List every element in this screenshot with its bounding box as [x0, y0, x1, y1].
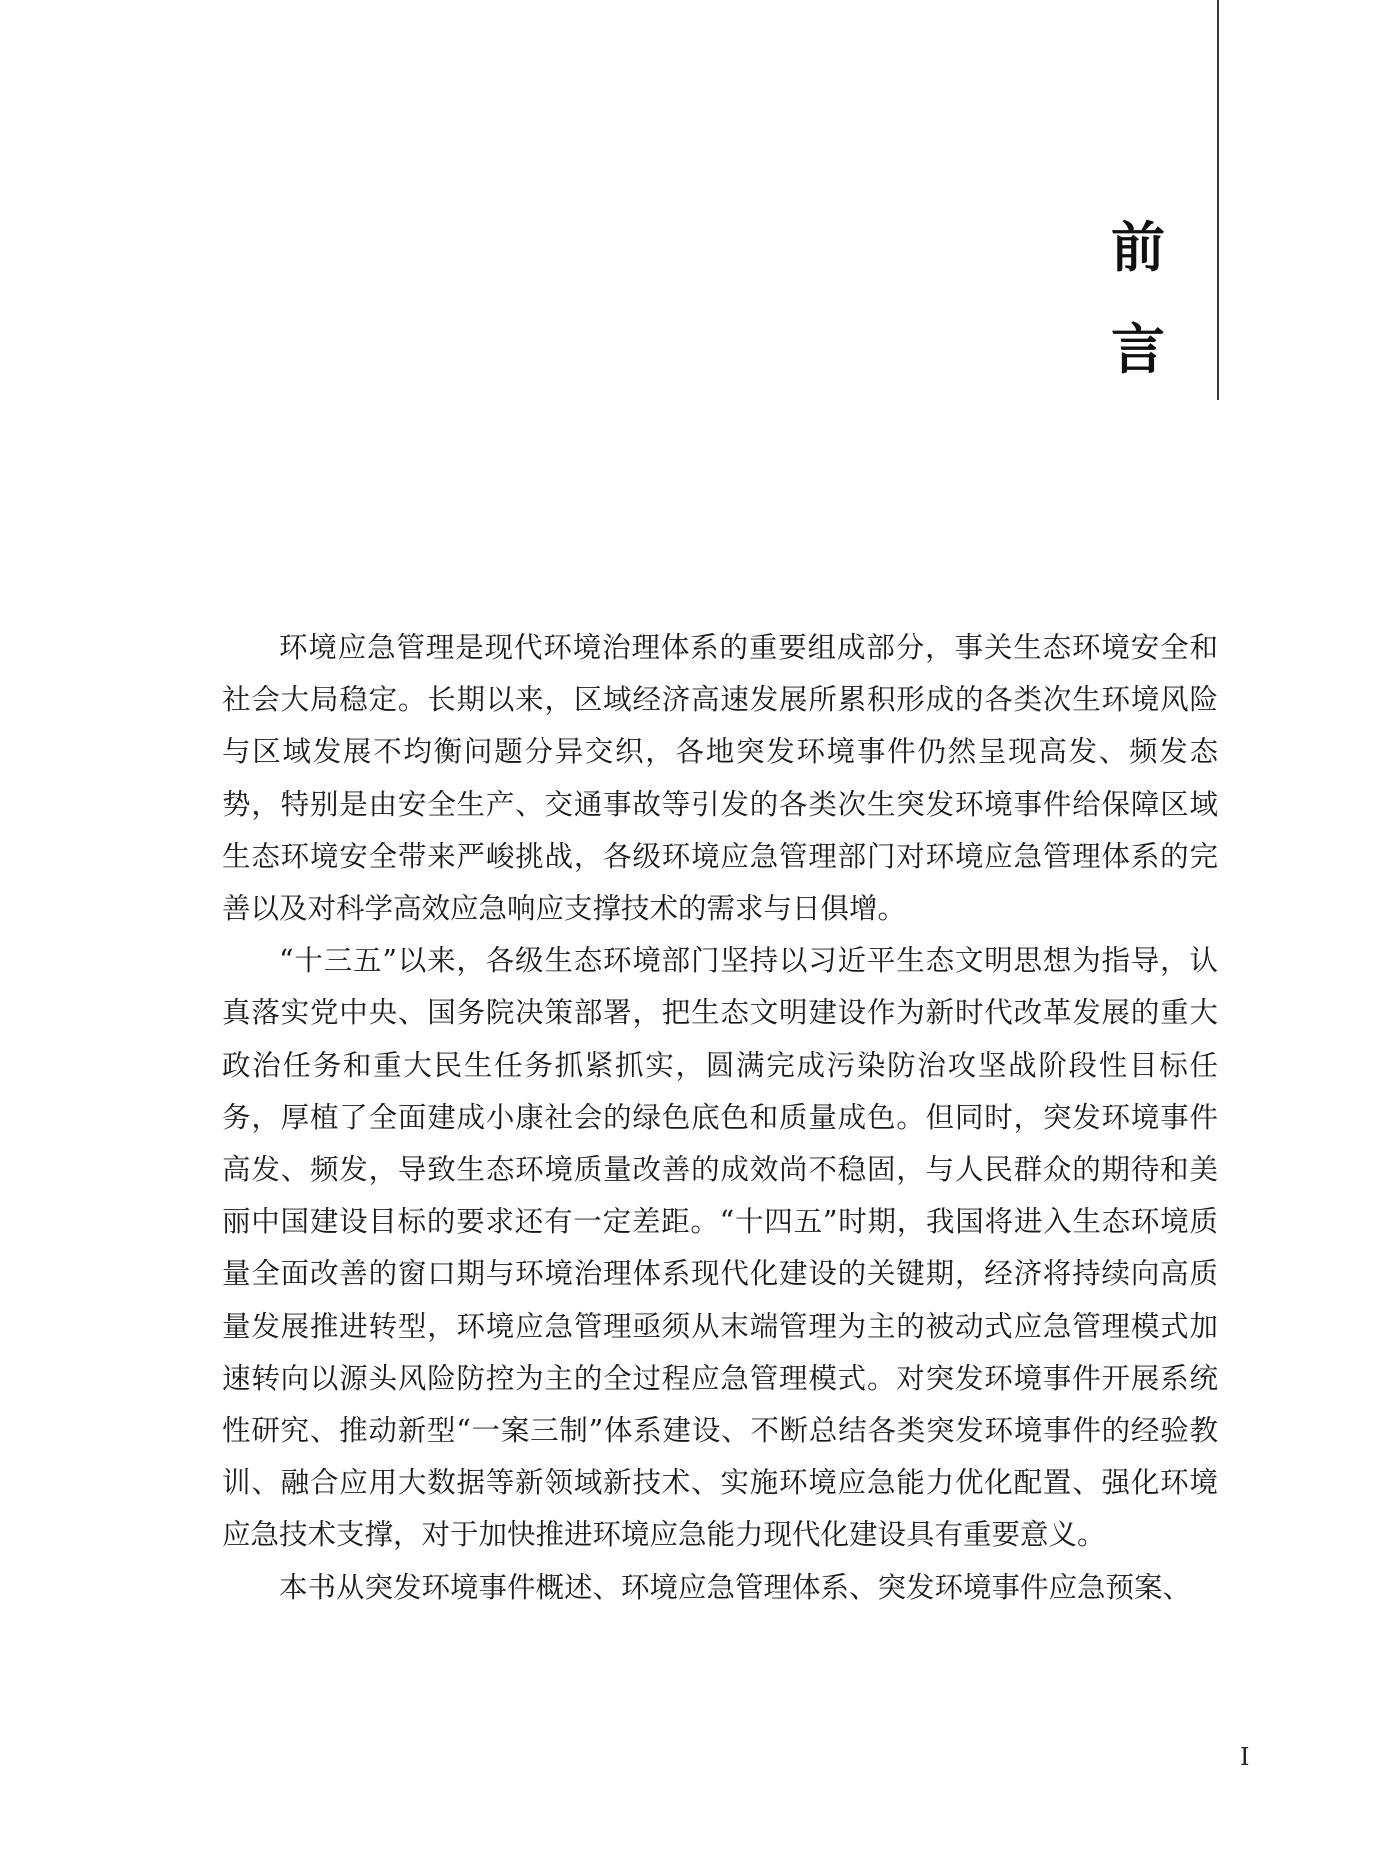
- paragraph-2: “十三五”以来，各级生态环境部门坚持以习近平生态文明思想为指导，认真落实党中央、国务院决策部署，把生态文明建设作为新时代改革发展的重大政治任务和重大民生任务抓紧抓实，圆满完成污染防治攻坚战阶段性目标任务，厚植了全面建成小康社会的绿色底色和质量成色。但同时，突发环境事件高发、频发，导致生态环境质量改善的成效尚不稳固，与人民群众的期待和美丽中国建设目标的要求还有一定差距。“十四五”时期，我国将进入生态环境质量全面改善的窗口期与环境治理体系现代化建设的关键期，经济将持续向高质量发展推进转型，环境应急管理亟须从末端管理为主的被动式应急管理模式加速转向以源头风险防控为主的全过程应急管理模式。对突发环境事件开展系统性研究、推动新型“一案三制”体系建设、不断总结各类突发环境事件的经验教训、融合应用大数据等新领域新技术、实施环境应急能力优化配置、强化环境应急技术支撑，对于加快推进环境应急能力现代化建设具有重要意义。: [222, 944, 1218, 1552]
- paragraph-3: 本书从突发环境事件概述、环境应急管理体系、突发环境事件应急预案、: [279, 1570, 1192, 1604]
- heading-char-qian: 前: [1111, 215, 1165, 279]
- page-number: I: [1240, 1743, 1250, 1771]
- paragraph-1: 环境应急管理是现代环境治理体系的重要组成部分，事关生态环境安全和社会大局稳定。长期以来，区域经济高速发展所累积形成的各类次生环境风险与区域发展不均衡问题分异交织，各地突发环境事件仍然呈现高发、频发态势，特别是由安全生产、交通事故等引发的各类次生突发环境事件给保障区域生态环境安全带来严峻挑战，各级环境应急管理部门对环境应急管理体系的完善以及对科学高效应急响应支撑技术的需求与日俱增。: [222, 631, 1218, 926]
- vertical-rule: [1217, 0, 1219, 400]
- heading-char-yan: 言: [1111, 317, 1165, 381]
- body-text: [222, 622, 1218, 1614]
